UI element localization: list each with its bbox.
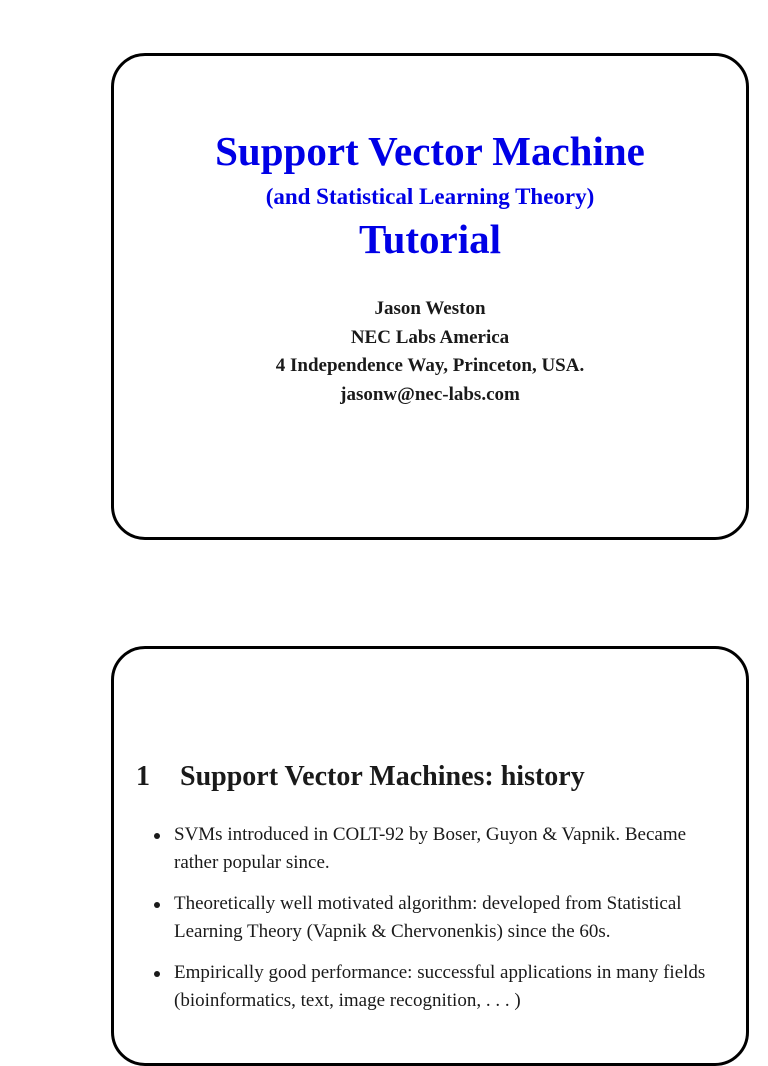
section-title: Support Vector Machines: history <box>180 761 585 792</box>
title-slide <box>111 53 749 540</box>
section-number: 1 <box>136 761 150 792</box>
author-address: 4 Independence Way, Princeton, USA. <box>275 355 585 376</box>
list-item <box>154 959 724 1015</box>
list-item <box>154 890 724 946</box>
author-email: jasonw@nec-labs.com <box>340 383 520 405</box>
slide-subtitle: (and Statistical Learning Theory) <box>265 184 595 209</box>
bullet-icon <box>154 833 160 839</box>
slide-title-tutorial: Tutorial <box>358 216 502 262</box>
list-item <box>154 821 724 877</box>
author-name: Jason Weston <box>374 298 486 319</box>
bullet-icon <box>154 971 160 977</box>
bullet-text: Empirically good performance: successful applications in many fields (bioinformatics, text, image recognition, . . . ) <box>174 962 706 1011</box>
bullet-icon <box>154 902 160 908</box>
slide-title: Support Vector Machine <box>215 128 645 174</box>
bullet-list <box>154 821 724 1028</box>
author-affiliation: NEC Labs America <box>350 326 510 348</box>
bullet-text: Theoretically well motivated algorithm: developed from Statistical Learning Theory (Vapnik & Chervonenkis) since the 60s. <box>174 893 682 942</box>
section-heading <box>136 760 585 794</box>
history-slide <box>111 646 749 1066</box>
author-block <box>114 295 746 409</box>
bullet-text: SVMs introduced in COLT-92 by Boser, Guyon & Vapnik. Became rather popular since. <box>174 824 687 873</box>
